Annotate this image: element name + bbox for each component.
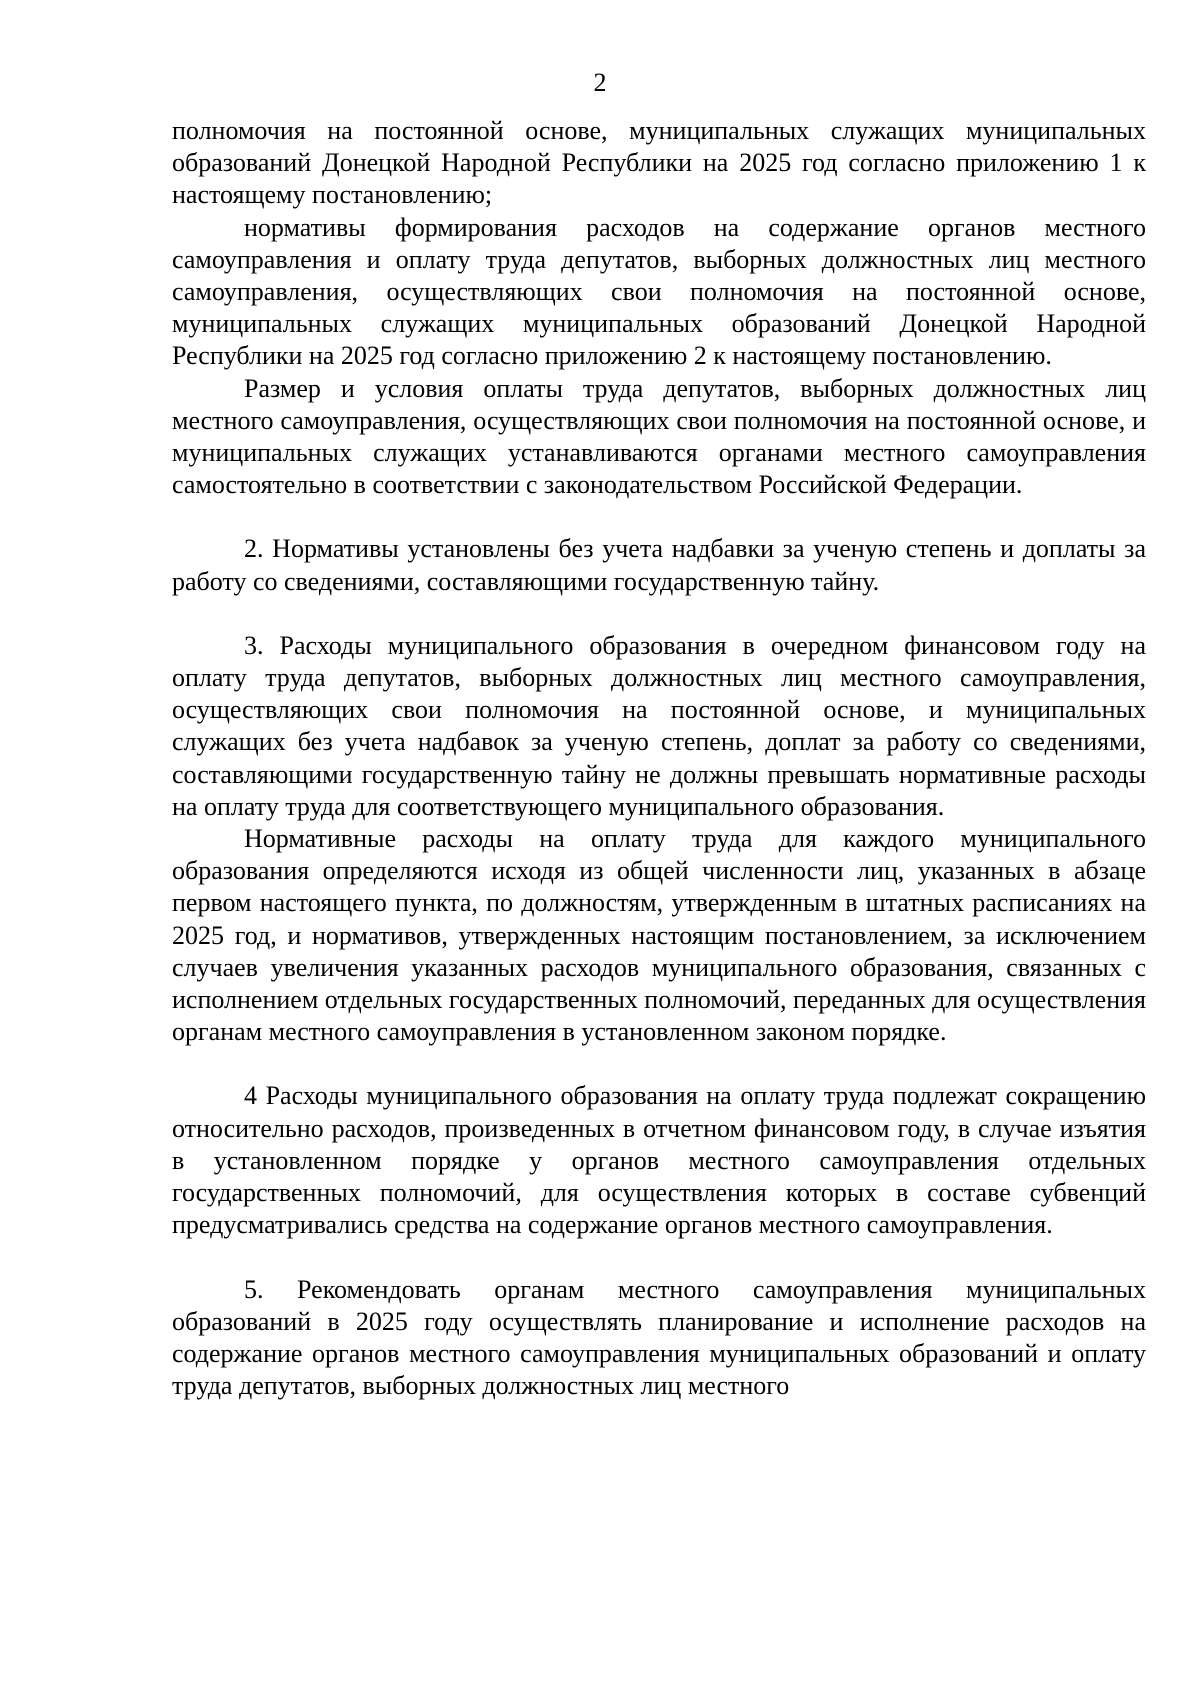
paragraph-pay-conditions: Размер и условия оплаты труда депутатов, выборных должностных лиц местного самоуправления, осуществляющих свои полномочия на постоянной основе, и муниципальных служащих устанавливаются органами местного самоуправления самостоятельно в соответствии с законодательством Российской Федерации. — [172, 373, 1146, 500]
paragraph-item-4: 4 Расходы муниципального образования на оплату труда подлежат сокращению относительно расходов, произведенных в отчетном финансовом году, в случае изъятия в установленном порядке у органов местного самоуправления отдельных государственных полномочий, для осуществления которых в составе субвенций предусматривались средства на содержание органов местного самоуправления. — [172, 1081, 1146, 1240]
paragraph-item-2: 2. Нормативы установлены без учета надбавки за ученую степень и доплаты за работу со сведениями, составляющими государственную тайну. — [172, 534, 1146, 596]
paragraph-item-3: 3. Расходы муниципального образования в очередном финансовом году на оплату труда депутатов, выборных должностных лиц местного самоуправления, осуществляющих свои полномочия на постоянной основе, и муниципальных служащих без учета надбавок за ученую степень, доплат за работу со сведениями, составляющими государственную тайну не должны превышать нормативные расходы на оплату труда для соответствующего муниципального образования. — [172, 630, 1146, 821]
paragraph-item-3-normative-expenses: Нормативные расходы на оплату труда для каждого муниципального образования определяются исходя из общей численности лиц, указанных в абзаце первом настоящего пункта, по должностям, утвержденным в штатных расписаниях на 2025 год, и нормативов, утвержденных настоящим постановлением, за исключением случаев увеличения указанных расходов муниципального образования, связанных с исполнением отдельных государственных полномочий, переданных для осуществления органам местного самоуправления в установленном законом порядке. — [172, 824, 1147, 1047]
paragraph-continuation: полномочия на постоянной основе, муниципальных служащих муниципальных образований Донецкой Народной Республики на 2025 год согласно приложению 1 к настоящему постановлению; — [172, 116, 1146, 210]
paragraph-norms-expenses: нормативы формирования расходов на содержание органов местного самоуправления и оплату труда депутатов, выборных должностных лиц местного самоуправления, осуществляющих свои полномочия на постоянной основе, муниципальных служащих муниципальных образований Донецкой Народной Республики на 2025 год согласно приложению 2 к настоящему постановлению. — [172, 212, 1146, 371]
paragraph-item-5: 5. Рекомендовать органам местного самоуправления муниципальных образований в 2025 году осуществлять планирование и исполнение расходов на содержание органов местного самоуправления муниципальных образований и оплату труда депутатов, выборных должностных лиц местного — [172, 1274, 1146, 1401]
document-body — [172, 115, 1146, 1402]
page-number: 2 — [593, 68, 607, 97]
